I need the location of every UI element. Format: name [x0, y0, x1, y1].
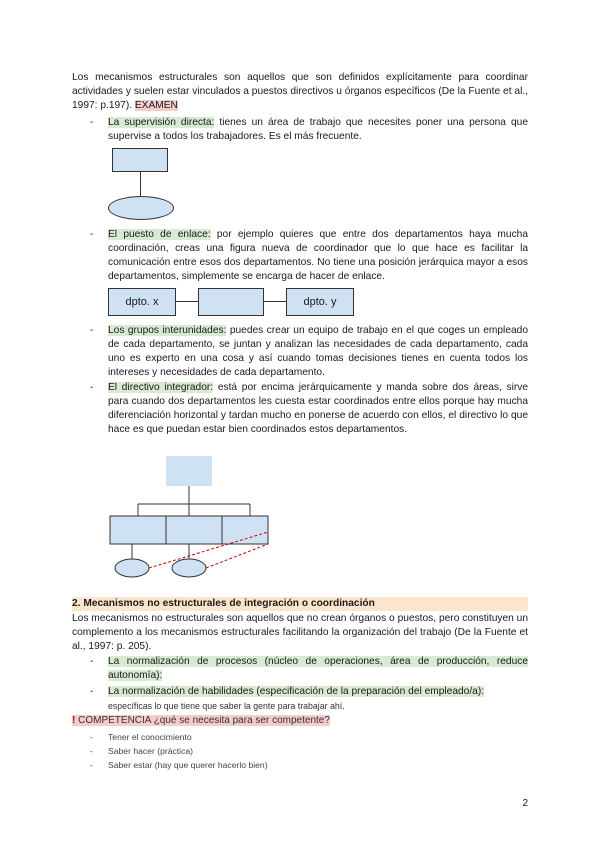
bullet-text: está por encima jerárquicamente y manda sobre dos áreas, sirve para cuando dos departamentos les cuesta estar coordinados entre ellos porque hay mucha diferenciación horizontal y tardan mucho en ponerse de acuerdo con ellos, el directivo lo que hace es que puedan estar bien coordinados estos departamentos. [108, 382, 528, 435]
bullet-interunit [90, 324, 528, 380]
sub-item [90, 745, 193, 757]
bullet-dash: - [90, 325, 94, 336]
team-ellipse-left [115, 559, 149, 577]
diagram-workers-ellipse [108, 196, 174, 220]
bullet-term: La supervisión directa: [108, 117, 215, 128]
bullet-dash: - [90, 746, 93, 756]
warning-icon: ! [72, 715, 76, 726]
bullet-supervision [90, 116, 528, 144]
bullet-dash: - [90, 382, 94, 393]
sub-item-text: Saber hacer (práctica) [108, 746, 194, 756]
competencia-text: COMPETENCIA ¿qué se necesita para ser competente? [75, 715, 330, 726]
bullet-text: puedes crear un equipo de trabajo en el que coges un empleado de cada departamento, se juntan y analizan las necesidades de cada departamento, cada uno es experto en una cosa y así cuando tomas decisiones tienes en cuenta todos los intereses y necesidades de cada departamento. [108, 325, 528, 378]
dept-y-box: dpto. y [286, 288, 354, 316]
bullet-dash: - [90, 117, 94, 128]
sub-item [90, 759, 268, 771]
item-text: La normalización de habilidades (especificación de la preparación del empleado/a): [108, 686, 485, 697]
dept-left-box [110, 516, 166, 544]
dept-right-box [222, 516, 268, 544]
section-heading-text: 2. Mecanismos no estructurales de integración o coordinación [72, 597, 528, 611]
bullet-dash: - [90, 760, 93, 770]
dept-middle-box [166, 516, 222, 544]
bullet-term: Los grupos interunidades: [108, 325, 227, 336]
intro-text: Los mecanismos estructurales son aquellos que son definidos explícitamente para coordinar actividades y suelen estar vinculados a puestos directivos u órganos específicos (De la Fuente et al., 1997: p.197). [72, 72, 528, 111]
bullet-term: El puesto de enlace: [108, 229, 211, 240]
bullet-term: El directivo integrador: [108, 382, 214, 393]
section-heading [72, 597, 528, 611]
liaison-box [198, 288, 264, 316]
exam-tag: EXAMEN [134, 100, 178, 111]
bullet-text: tienes un área de trabajo que necesites poner una persona que supervise a todos los trabajadores. Es el más frecuente. [108, 117, 528, 142]
sub-item [90, 731, 192, 743]
section2-paragraph: Los mecanismos no estructurales son aquellos que no crean órganos o puestos, pero constituyen un complemento a los mecanismos estructurales facilitando la organización del trabajo (De la Fuente et al., 1997: p. 205). [72, 613, 528, 652]
diagram-connector [140, 172, 141, 196]
bullet-dash: - [90, 229, 94, 240]
item-skills [90, 685, 528, 699]
item-text: La normalización de procesos (núcleo de operaciones, área de producción, reduce autonomía): [108, 656, 528, 681]
sub-item-text: Tener el conocimiento [108, 732, 192, 742]
top-manager-box [166, 456, 212, 486]
page-number: 2 [522, 798, 528, 809]
skills-note: específicas lo que tiene que saber la gente para trabajar ahí. [108, 701, 345, 711]
dashed-link [206, 544, 268, 568]
bullet-dash: - [90, 686, 94, 697]
item-process [90, 655, 528, 683]
competencia-line [72, 714, 330, 728]
bullet-dash: - [90, 732, 93, 742]
intro-paragraph [72, 71, 528, 113]
bullet-integrator [90, 381, 528, 437]
diagram-supervisor-box [112, 148, 168, 172]
team-ellipse-middle [172, 559, 206, 577]
bullet-dash: - [90, 656, 94, 667]
diagram-connector [176, 301, 198, 302]
bullet-liaison [90, 228, 528, 284]
diagram-integrator [100, 452, 280, 582]
dept-x-box: dpto. x [108, 288, 176, 316]
diagram-connector [264, 301, 286, 302]
sub-item-text: Saber estar (hay que querer hacerlo bien) [108, 760, 268, 770]
bullet-text: por ejemplo quieres que entre dos departamentos haya mucha coordinación, creas una figura nueva de coordinador que lo que hace es facilitar la comunicación entre esos dos departamentos. No tiene una posición jerárquica mayor a esos departamentos, simplemente se encarga de hacer de enlace. [108, 229, 528, 282]
